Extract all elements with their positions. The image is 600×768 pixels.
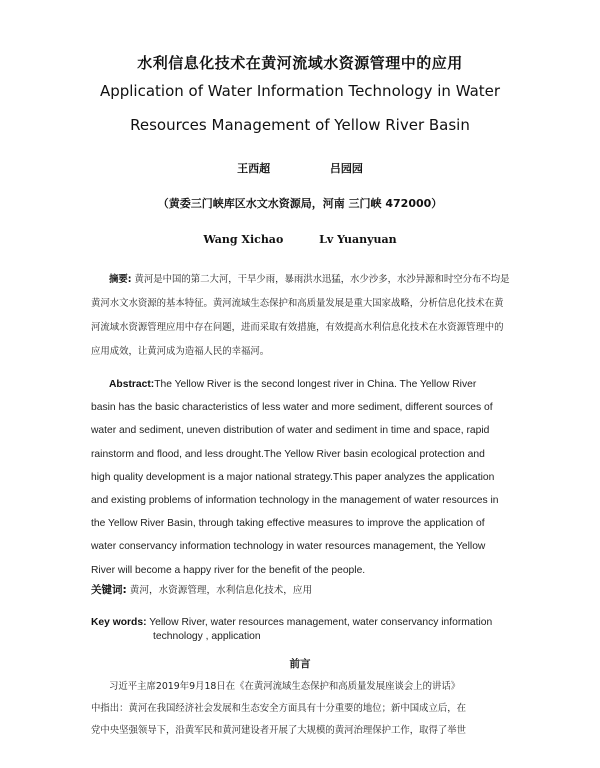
author-en-2: Lv Yuanyuan — [319, 233, 397, 246]
body-line: 中指出：黄河在我国经济社会发展和生态安全方面具有十分重要的地位；新中国成立后，在 — [91, 703, 467, 714]
section-heading-preface: 前言 — [289, 658, 311, 670]
keywords-zh-text: 黄河，水资源管理，水利信息化技术，应用 — [129, 585, 313, 596]
affiliation-chinese: （黄委三门峡库区水文水资源局，河南 三门峡 472000） — [157, 197, 443, 210]
body-line: 党中央坚强领导下，沿黄军民和黄河建设者开展了大规模的黄河治理保护工作，取得了举世 — [91, 725, 467, 736]
abstract-en-label: Abstract: — [109, 379, 155, 390]
authors-english — [0, 233, 600, 246]
title-chinese: 水利信息化技术在黄河流域水资源管理中的应用 — [137, 54, 463, 72]
abstract-en-line: high quality development is a major national strategy.This paper analyzes the application — [91, 471, 495, 483]
keywords-en-label: Key words: — [91, 617, 147, 628]
abstract-en-line: water and sediment, uneven distribution of water and sediment in time and space, rapid — [91, 425, 490, 437]
keywords-en-line-1: Yellow River, water resources management, water conservancy information — [149, 617, 493, 628]
body-paragraph — [91, 676, 516, 742]
abstract-en-line: and existing problems of information technology in the management of water resources in — [91, 495, 499, 507]
title-english-line-2: Resources Management of Yellow River Basin — [130, 116, 470, 134]
authors-chinese — [0, 160, 600, 176]
abstract-en-line: basin has the basic characteristics of less water and more sediment, different sources of — [91, 402, 493, 414]
abstract-en-line: rainstorm and flood, and less drought.The Yellow River basin ecological protection and — [91, 448, 485, 460]
abstract-en-line: water conservancy information technology in water resources management, the Yellow — [91, 541, 486, 553]
abstract-zh-text: 黄河是中国的第二大河，干旱少雨，暴雨洪水迅猛，水少沙多，水沙异源和时空分布不均是黄河水文水资源的基本特征。黄河流域生态保护和高质量发展是重大国家战略，分析信息化技术在黄河流域水资源管理应用中存在问题，进而采取有效措施，有效提高水利信息化技术在水资源管理中的应用成效，让黄河成为造福人民的幸福河。 — [91, 274, 510, 357]
keywords-zh-label: 关键词: — [91, 584, 127, 596]
abstract-chinese — [91, 268, 511, 364]
keywords-english — [91, 616, 521, 644]
keywords-chinese — [91, 582, 312, 597]
abstract-zh-label: 摘要: — [109, 274, 132, 285]
title-english-line-1: Application of Water Information Technology in Water — [99, 82, 501, 100]
author-zh-2: 吕园园 — [329, 162, 363, 175]
body-line: 习近平主席2019年9月18日在《在黄河流域生态保护和高质量发展座谈会上的讲话》 — [109, 681, 461, 692]
author-zh-1: 王西超 — [237, 162, 271, 175]
abstract-en-line: River will become a happy river for the benefit of the people. — [91, 564, 366, 576]
abstract-english — [91, 373, 516, 582]
abstract-en-line: the Yellow River Basin, through taking effective measures to improve the application of — [91, 518, 485, 530]
author-en-1: Wang Xichao — [203, 233, 284, 246]
abstract-en-line: The Yellow River is the second longest river in China. The Yellow River — [154, 379, 477, 390]
keywords-en-line-2: technology , application — [153, 631, 261, 642]
